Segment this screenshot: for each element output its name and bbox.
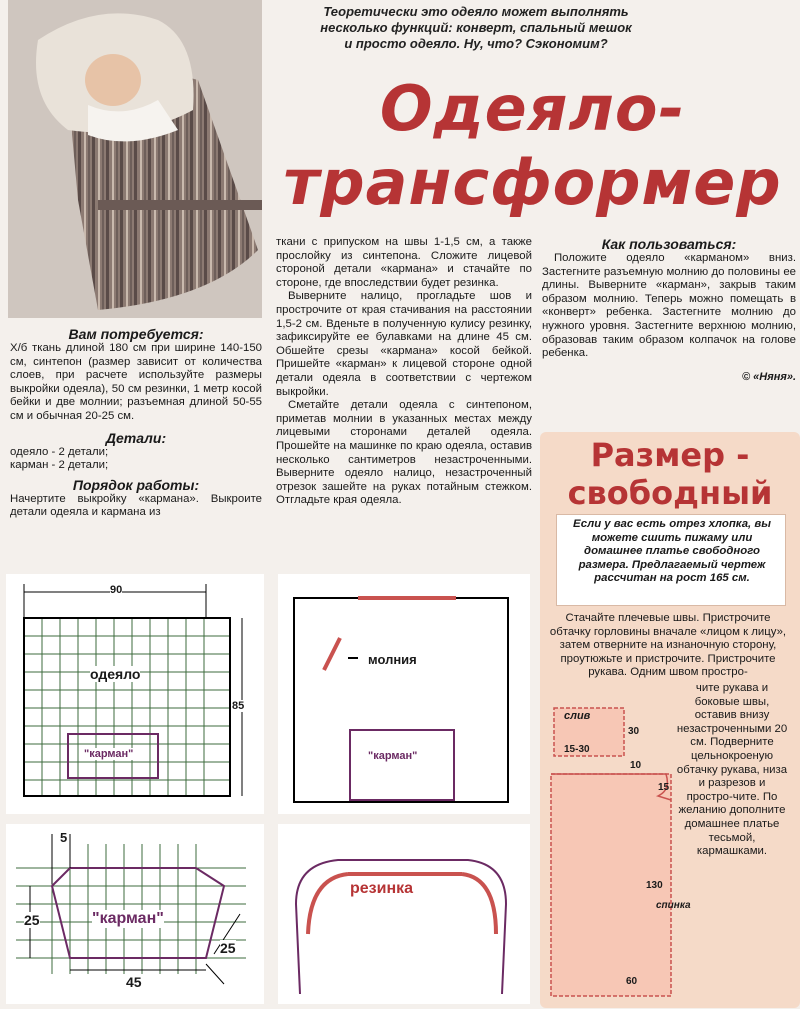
order-text: Начертите выкройку «кармана». Выкроите детали одеяла и кармана из: [10, 492, 262, 519]
howto-heading: Как пользоваться:: [601, 236, 737, 252]
details-item: одеяло - 2 детали;: [10, 445, 109, 458]
paragraph: Сметайте детали одеяла с синтепоном, приметав молнии в указанных местах между лицевыми сторонами деталей одеяла. Прошейте на машинке по краю одеяла, оставив несколько сантиметров незастроченными. Выверните одеяло налицо, незастроченный отрезок зашейте на руках потайным стежком. Отгладьте края одеяла.: [276, 399, 532, 507]
needs-heading: Вам потребуется:: [68, 326, 204, 342]
needs-text: Х/б ткань длиной 180 см при ширине 140-150 см, синтепон (размер зависит от количества слоев, при расчете используйте размеры выкройки одеяла), 50 см резинки, 1 метр косой бейки и две молнии; разъемная длиной 50-55 см и обычная 20-25 см.: [10, 342, 262, 422]
paragraph: Выверните налицо, прогладьте шов и прострочите от края стачивания на расстоянии 1,5-2 см. Вденьте в полученную кулису резинку, зафиксируйте ее булавками на длине 45 см. Обшейте срезы «кармана» косой бейкой. Пришейте «карман» к лицевой стороне одной детали одеяла в соответствии с чертежом выкройки.: [276, 290, 532, 398]
width-label: 90: [110, 584, 123, 596]
zipper-label: молния: [368, 652, 417, 667]
signature: © «Няня».: [742, 370, 796, 383]
size-box-title: Размер - свободный: [567, 436, 773, 512]
blanket-diagram: [6, 574, 264, 814]
pocket-label: "карман": [368, 750, 418, 762]
dress-instructions-cont: чите рукава и боковые швы, оставив внизу незастроченными 20 см. Подверните цельнокроеную обтачку рукава, низа и разрезов и простро-чите. По желанию дополните домашнее платье тесьмой, кармашками.: [676, 682, 788, 858]
elastic-diagram: [278, 824, 530, 1004]
pocket-diagram: [6, 824, 264, 1004]
dim-label: 30: [628, 726, 640, 737]
dim-label: 25: [24, 912, 40, 928]
article-title: Одеяло- трансформер: [283, 72, 782, 219]
dress-pattern: [546, 700, 691, 1000]
pocket-label: "карман": [84, 748, 134, 760]
dim-label: 5: [60, 830, 68, 845]
instructions-column: [276, 236, 532, 508]
dim-label: 25: [220, 940, 236, 956]
materials-column: [10, 326, 262, 520]
dim-label: 15-30: [564, 744, 590, 755]
elastic-label: резинка: [350, 880, 414, 897]
back-label: спинка: [656, 900, 691, 911]
dim-label: 10: [630, 760, 642, 771]
size-note: Если у вас есть отрез хлопка, вы можете сшить пижаму или домашнее платье свободного размера. Предлагаемый чертеж рассчитан на рост 165 см.: [573, 518, 771, 585]
paragraph: ткани с припуском на швы 1-1,5 см, а также прослойку из синтепона. Сложите лицевой стороной детали «кармана» и стачайте по стороне, где впоследствии будет резинка.: [276, 236, 532, 289]
blanket-label: одеяло: [90, 666, 141, 682]
dress-instructions: Стачайте плечевые швы. Пристрочите обтачку горловины вначале «лицом к лицу», затем отверните на изнаночную сторону, проутюжьте и пристрочите. Пристрочите рукава. Одним швом простро-: [549, 612, 787, 679]
intro-text: Теоретически это одеяло может выполнять несколько функций: конверт, спальный мешок и просто одеяло. Ну, что? Сэкономим?: [320, 4, 632, 51]
order-heading: Порядок работы:: [72, 476, 200, 493]
layout-diagram: [278, 574, 530, 814]
baby-photo: [8, 0, 262, 318]
pocket-label: "карман": [92, 910, 164, 927]
height-label: 85: [232, 700, 245, 712]
howto-text: Положите одеяло «карманом» вниз. Застегните разъемную молнию до половины ее длины. Выверните «карман», закрыв таким образом молнию. Теперь можно помещать в «конверт» ребенка. Застегните молнию до нужного уровня. Застегните верхнюю молнию, образовав таким образом колпачок на голове ребенка.: [542, 252, 796, 360]
details-heading: Детали:: [105, 429, 167, 446]
sleeve-label: слив: [564, 710, 591, 722]
dim-label: 60: [626, 976, 638, 987]
dim-label: 130: [646, 880, 663, 891]
dim-label: 15: [658, 782, 670, 793]
howto-column: [542, 236, 796, 383]
details-item: карман - 2 детали;: [10, 459, 109, 472]
dim-label: 45: [126, 974, 142, 990]
